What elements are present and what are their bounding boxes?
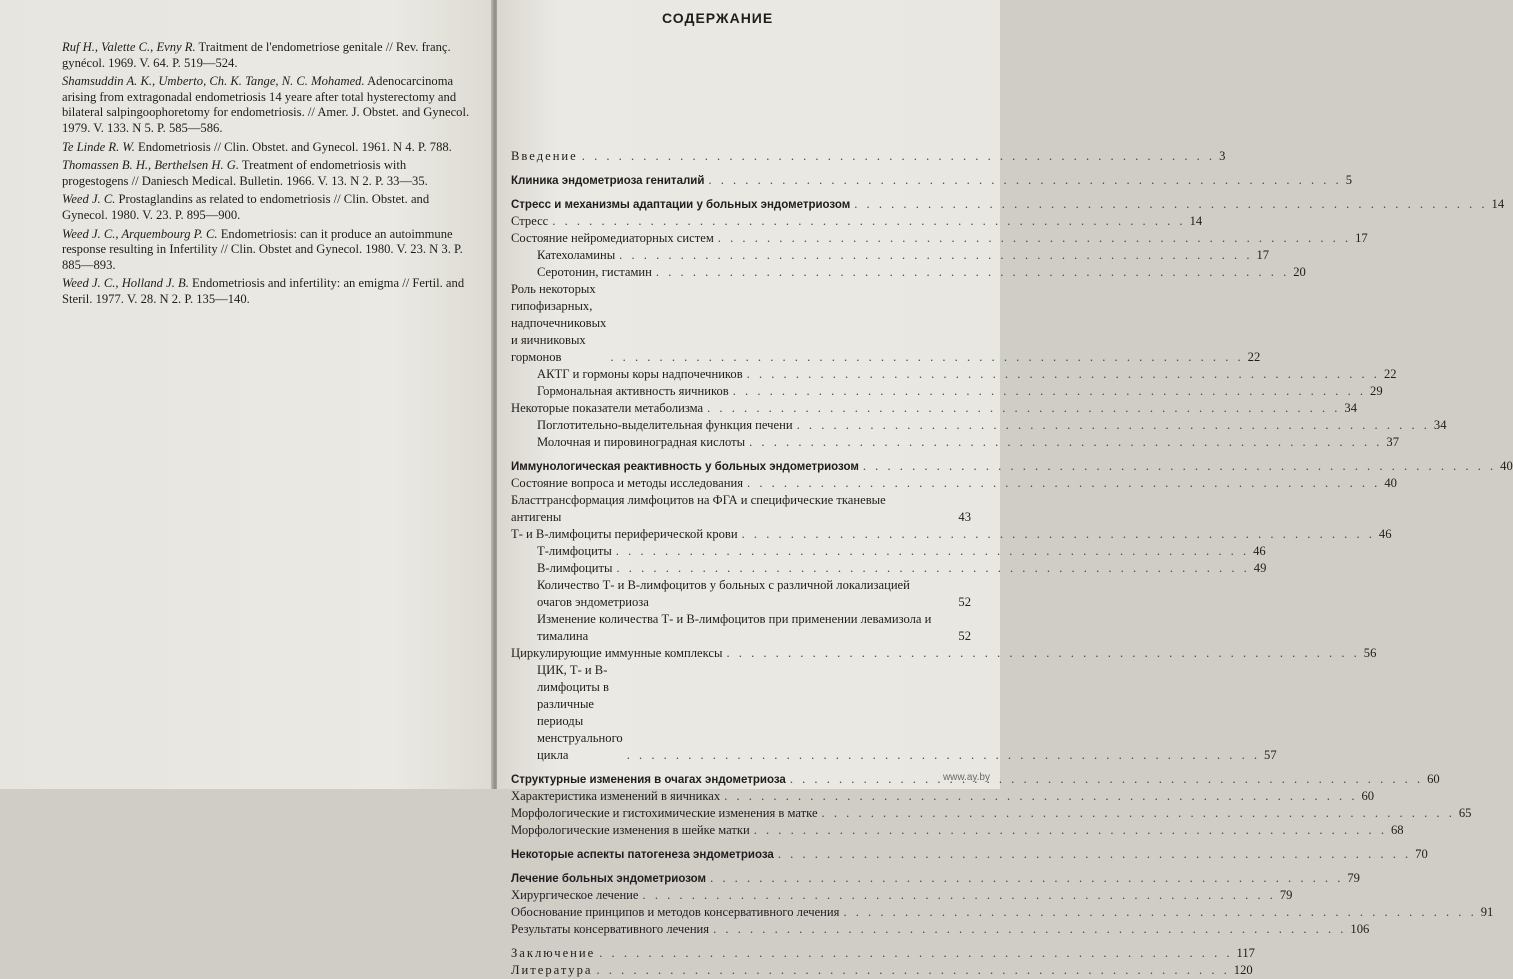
reference-text: Endometriosis: can it produce an autoimmune response resulting in Infertility // Clin. Obstet and Gynecol. 1980. V. 23. N 3. P. 885—893. bbox=[62, 226, 463, 272]
toc-entry-page: 14 bbox=[1189, 214, 1203, 228]
toc-entry-title: Гормональная активность яичников bbox=[537, 384, 729, 398]
toc-leader-dots bbox=[843, 904, 1476, 921]
toc-leader-dots bbox=[863, 458, 1496, 475]
toc-entry bbox=[511, 662, 1277, 764]
reference-text: Endometriosis and infertility: an emigma // Fertil. and Steril. 1977. V. 28. N 2. P. 135—140. bbox=[62, 276, 465, 306]
toc-entry-title: Результаты консервативного лечения bbox=[511, 922, 710, 936]
reference-item bbox=[62, 74, 472, 136]
toc-entry-page: 22 bbox=[1383, 367, 1397, 381]
reference-author: Thomassen B. H., Berthelsen H. G. bbox=[62, 158, 239, 173]
toc-entry-title: Стресс и механизмы адаптации у больных эндометриозом bbox=[511, 199, 851, 211]
toc-entry-page: 106 bbox=[1350, 922, 1370, 936]
toc-entry-title: Бласттрансформация лимфоцитов на ФГА и специфические тканевые антигены bbox=[511, 493, 886, 524]
toc-entry-title: Т-лимфоциты bbox=[537, 544, 612, 558]
toc-leader-dots bbox=[790, 771, 1423, 788]
toc-entry bbox=[511, 904, 1494, 921]
reference-author: Weed J. C. bbox=[62, 192, 116, 207]
toc-entry bbox=[511, 771, 1440, 788]
toc-entry-page: 60 bbox=[1361, 789, 1375, 803]
reference-list bbox=[62, 40, 472, 311]
toc-leader-dots bbox=[747, 366, 1380, 383]
reference-author: Te Linde R. W. bbox=[62, 139, 135, 154]
toc-entry bbox=[511, 805, 1472, 822]
toc-entry-title: Поглотительно-выделительная функция печени bbox=[537, 418, 793, 432]
toc-leader-dots bbox=[616, 543, 1249, 560]
toc-leader-dots bbox=[733, 383, 1366, 400]
toc-entry bbox=[511, 887, 1293, 904]
toc-title: СОДЕРЖАНИЕ bbox=[662, 10, 774, 26]
toc-entry-page: 46 bbox=[1253, 544, 1266, 558]
toc-entry-page: 57 bbox=[1264, 748, 1277, 762]
toc-entry-title: Стресс bbox=[511, 214, 549, 228]
toc-entry-page: 14 bbox=[1491, 197, 1505, 211]
toc-entry bbox=[511, 645, 1377, 662]
toc-entry bbox=[511, 366, 1397, 383]
toc-entry bbox=[511, 870, 1360, 887]
toc-entry-title: Катехоламины bbox=[537, 248, 616, 262]
toc-entry-page: 3 bbox=[1219, 149, 1226, 163]
toc-entry-title: Некоторые показатели метаболизма bbox=[511, 401, 704, 415]
toc-entry-page: 60 bbox=[1427, 772, 1440, 786]
reference-author: Weed J. C., Holland J. B. bbox=[62, 276, 189, 291]
toc-entry bbox=[511, 213, 1203, 230]
toc-leader-dots bbox=[552, 213, 1185, 230]
toc-entry-page: 17 bbox=[1355, 231, 1368, 245]
toc-leader-dots bbox=[726, 645, 1359, 662]
right-page bbox=[497, 0, 1513, 977]
toc-entry-title: Состояние вопроса и методы исследования bbox=[511, 476, 744, 490]
table-of-contents bbox=[511, 148, 1513, 979]
toc-entry-title: Состояние нейромедиаторных систем bbox=[511, 231, 714, 245]
toc-leader-dots bbox=[797, 417, 1430, 434]
toc-entry-page: 40 bbox=[1384, 476, 1397, 490]
reference-text: Treatment of endometriosis with progestogens // Daniesch Medical. Bulletin. 1966. V. 13. N 2. P. 33—35. bbox=[62, 158, 428, 188]
toc-entry bbox=[511, 383, 1383, 400]
toc-entry-title: Клиника эндометриоза гениталий bbox=[511, 175, 705, 187]
toc-entry-page: 29 bbox=[1370, 384, 1383, 398]
toc-entry-page: 34 bbox=[1344, 401, 1358, 415]
toc-leader-dots bbox=[656, 264, 1289, 281]
toc-leader-dots bbox=[749, 434, 1382, 451]
toc-entry bbox=[511, 417, 1447, 434]
toc-leader-dots bbox=[742, 526, 1375, 543]
toc-entry bbox=[511, 577, 971, 611]
toc-entry bbox=[511, 611, 971, 645]
toc-leader-dots bbox=[617, 560, 1250, 577]
toc-leader-dots bbox=[754, 822, 1387, 839]
toc-leader-dots bbox=[724, 788, 1357, 805]
toc-entry-page: 70 bbox=[1415, 847, 1428, 861]
toc-entry bbox=[511, 543, 1266, 560]
toc-entry-page: 56 bbox=[1363, 646, 1377, 660]
toc-entry-title: Серотонин, гистамин bbox=[537, 265, 652, 279]
toc-entry bbox=[511, 196, 1505, 213]
toc-entry bbox=[511, 458, 1513, 475]
toc-entry bbox=[511, 788, 1375, 805]
toc-entry-title: Изменение количества Т- и В-лимфоцитов при применении левамизола и тималина bbox=[537, 612, 932, 643]
toc-entry bbox=[511, 962, 1253, 979]
reference-text: Adenocarcinoma arising from extragonadal endometriosis 14 yeare after total hysterectomy and bilateral salpingoophoretomy for endometriosis. // Amer. J. Obstet. and Gynecol. 1979. V. 133. N 5. P. 585—586. bbox=[62, 74, 470, 135]
toc-entry-page: 117 bbox=[1236, 946, 1255, 960]
toc-entry-title: Морфологические и гистохимические изменения в матке bbox=[511, 806, 818, 820]
toc-leader-dots bbox=[599, 945, 1232, 962]
toc-entry-title: Иммунологическая реактивность у больных эндометриозом bbox=[511, 461, 859, 473]
watermark: www.ay.by bbox=[942, 772, 990, 783]
toc-entry bbox=[511, 560, 1267, 577]
toc-entry-title: Некоторые аспекты патогенеза эндометриоза bbox=[511, 849, 774, 861]
toc-entry bbox=[511, 945, 1255, 962]
toc-leader-dots bbox=[627, 747, 1260, 764]
toc-entry bbox=[511, 434, 1400, 451]
toc-entry-title: Роль некоторых гипофизарных, надпочечниковых и яичниковых гормонов bbox=[511, 282, 607, 364]
toc-leader-dots bbox=[582, 148, 1215, 165]
toc-entry-title: Циркулирующие иммунные комплексы bbox=[511, 646, 723, 660]
toc-entry bbox=[511, 822, 1404, 839]
toc-leader-dots bbox=[822, 805, 1455, 822]
toc-entry-page: 43 bbox=[958, 510, 971, 524]
toc-leader-dots bbox=[610, 349, 1243, 366]
toc-entry-title: В-лимфоциты bbox=[537, 561, 613, 575]
toc-entry-page: 91 bbox=[1480, 905, 1494, 919]
toc-entry bbox=[511, 492, 971, 526]
toc-entry-page: 37 bbox=[1386, 435, 1400, 449]
toc-entry-title: Введение bbox=[511, 149, 578, 163]
reference-text: Endometriosis // Clin. Obstet. and Gynecol. 1961. N 4. P. 788. bbox=[134, 139, 452, 154]
toc-entry-title: АКТГ и гормоны коры надпочечников bbox=[537, 367, 743, 381]
reference-item bbox=[62, 40, 472, 71]
toc-leader-dots bbox=[707, 400, 1340, 417]
toc-entry bbox=[511, 526, 1392, 543]
toc-leader-dots bbox=[643, 887, 1276, 904]
toc-entry-title: Хирургическое лечение bbox=[511, 888, 639, 902]
toc-leader-dots bbox=[596, 962, 1229, 979]
reference-author: Ruf H., Valette C., Evny R. bbox=[62, 40, 196, 54]
reference-author: Shamsuddin A. K., Umberto, Ch. K. Tange, N. C. Mohamed. bbox=[62, 74, 365, 89]
reference-text: Prostaglandins as related to endometriosis // Clin. Obstet. and Gynecol. 1980. V. 23. P. 895—900. bbox=[62, 192, 430, 222]
toc-entry-page: 79 bbox=[1347, 871, 1360, 885]
reference-item bbox=[62, 192, 472, 223]
toc-entry-title: Т- и В-лимфоциты периферической крови bbox=[511, 527, 738, 541]
toc-entry bbox=[511, 230, 1368, 247]
toc-entry-page: 49 bbox=[1253, 561, 1267, 575]
toc-entry-page: 34 bbox=[1433, 418, 1447, 432]
toc-entry-page: 52 bbox=[958, 629, 971, 643]
toc-entry-page: 20 bbox=[1293, 265, 1306, 279]
toc-entry-title: ЦИК, Т- и В-лимфоциты в различные периоды менструального цикла bbox=[537, 663, 623, 762]
toc-entry bbox=[511, 921, 1370, 938]
reference-item bbox=[62, 276, 472, 307]
toc-leader-dots bbox=[718, 230, 1351, 247]
reference-item bbox=[62, 227, 472, 274]
toc-entry-page: 65 bbox=[1458, 806, 1472, 820]
toc-entry-title: Заключение bbox=[511, 946, 596, 960]
toc-entry bbox=[511, 264, 1306, 281]
toc-leader-dots bbox=[854, 196, 1487, 213]
toc-leader-dots bbox=[713, 921, 1346, 938]
toc-leader-dots bbox=[708, 172, 1341, 189]
toc-entry-title: Количество Т- и В-лимфоцитов у больных с различной локализацией очагов эндометриоза bbox=[537, 578, 910, 609]
reference-author: Weed J. C., Arquembourg P. C. bbox=[62, 226, 218, 241]
toc-entry-page: 120 bbox=[1233, 963, 1253, 977]
toc-entry bbox=[511, 400, 1358, 417]
toc-leader-dots bbox=[619, 247, 1252, 264]
toc-leader-dots bbox=[710, 870, 1343, 887]
toc-entry-page: 68 bbox=[1391, 823, 1404, 837]
toc-entry bbox=[511, 281, 1261, 366]
toc-entry bbox=[511, 247, 1270, 264]
left-page bbox=[0, 0, 493, 789]
toc-leader-dots bbox=[778, 846, 1411, 863]
toc-entry-page: 52 bbox=[958, 595, 971, 609]
toc-entry-title: Характеристика изменений в яичниках bbox=[511, 789, 721, 803]
toc-entry-page: 40 bbox=[1500, 459, 1513, 473]
toc-entry-page: 5 bbox=[1345, 173, 1352, 187]
toc-entry-title: Литература bbox=[511, 963, 593, 977]
toc-entry-page: 79 bbox=[1279, 888, 1293, 902]
toc-entry-title: Обоснование принципов и методов консервативного лечения bbox=[511, 905, 840, 919]
reference-text: Traitment de l'endometriose genitale // Rev. franç. gynécol. 1969. V. 64. P. 519—524. bbox=[62, 40, 451, 70]
toc-entry-page: 46 bbox=[1378, 527, 1392, 541]
toc-entry bbox=[511, 172, 1352, 189]
toc-entry-page: 17 bbox=[1256, 248, 1270, 262]
reference-item bbox=[62, 140, 472, 156]
toc-entry bbox=[511, 846, 1428, 863]
toc-entry-title: Молочная и пировиноградная кислоты bbox=[537, 435, 746, 449]
toc-entry-title: Структурные изменения в очагах эндометриоза bbox=[511, 774, 786, 786]
toc-entry-title: Морфологические изменения в шейке матки bbox=[511, 823, 750, 837]
toc-entry bbox=[511, 148, 1226, 165]
toc-entry bbox=[511, 475, 1397, 492]
reference-item bbox=[62, 158, 472, 189]
toc-entry-title: Лечение больных эндометриозом bbox=[511, 873, 707, 885]
toc-leader-dots bbox=[747, 475, 1380, 492]
toc-entry-page: 22 bbox=[1247, 350, 1261, 364]
